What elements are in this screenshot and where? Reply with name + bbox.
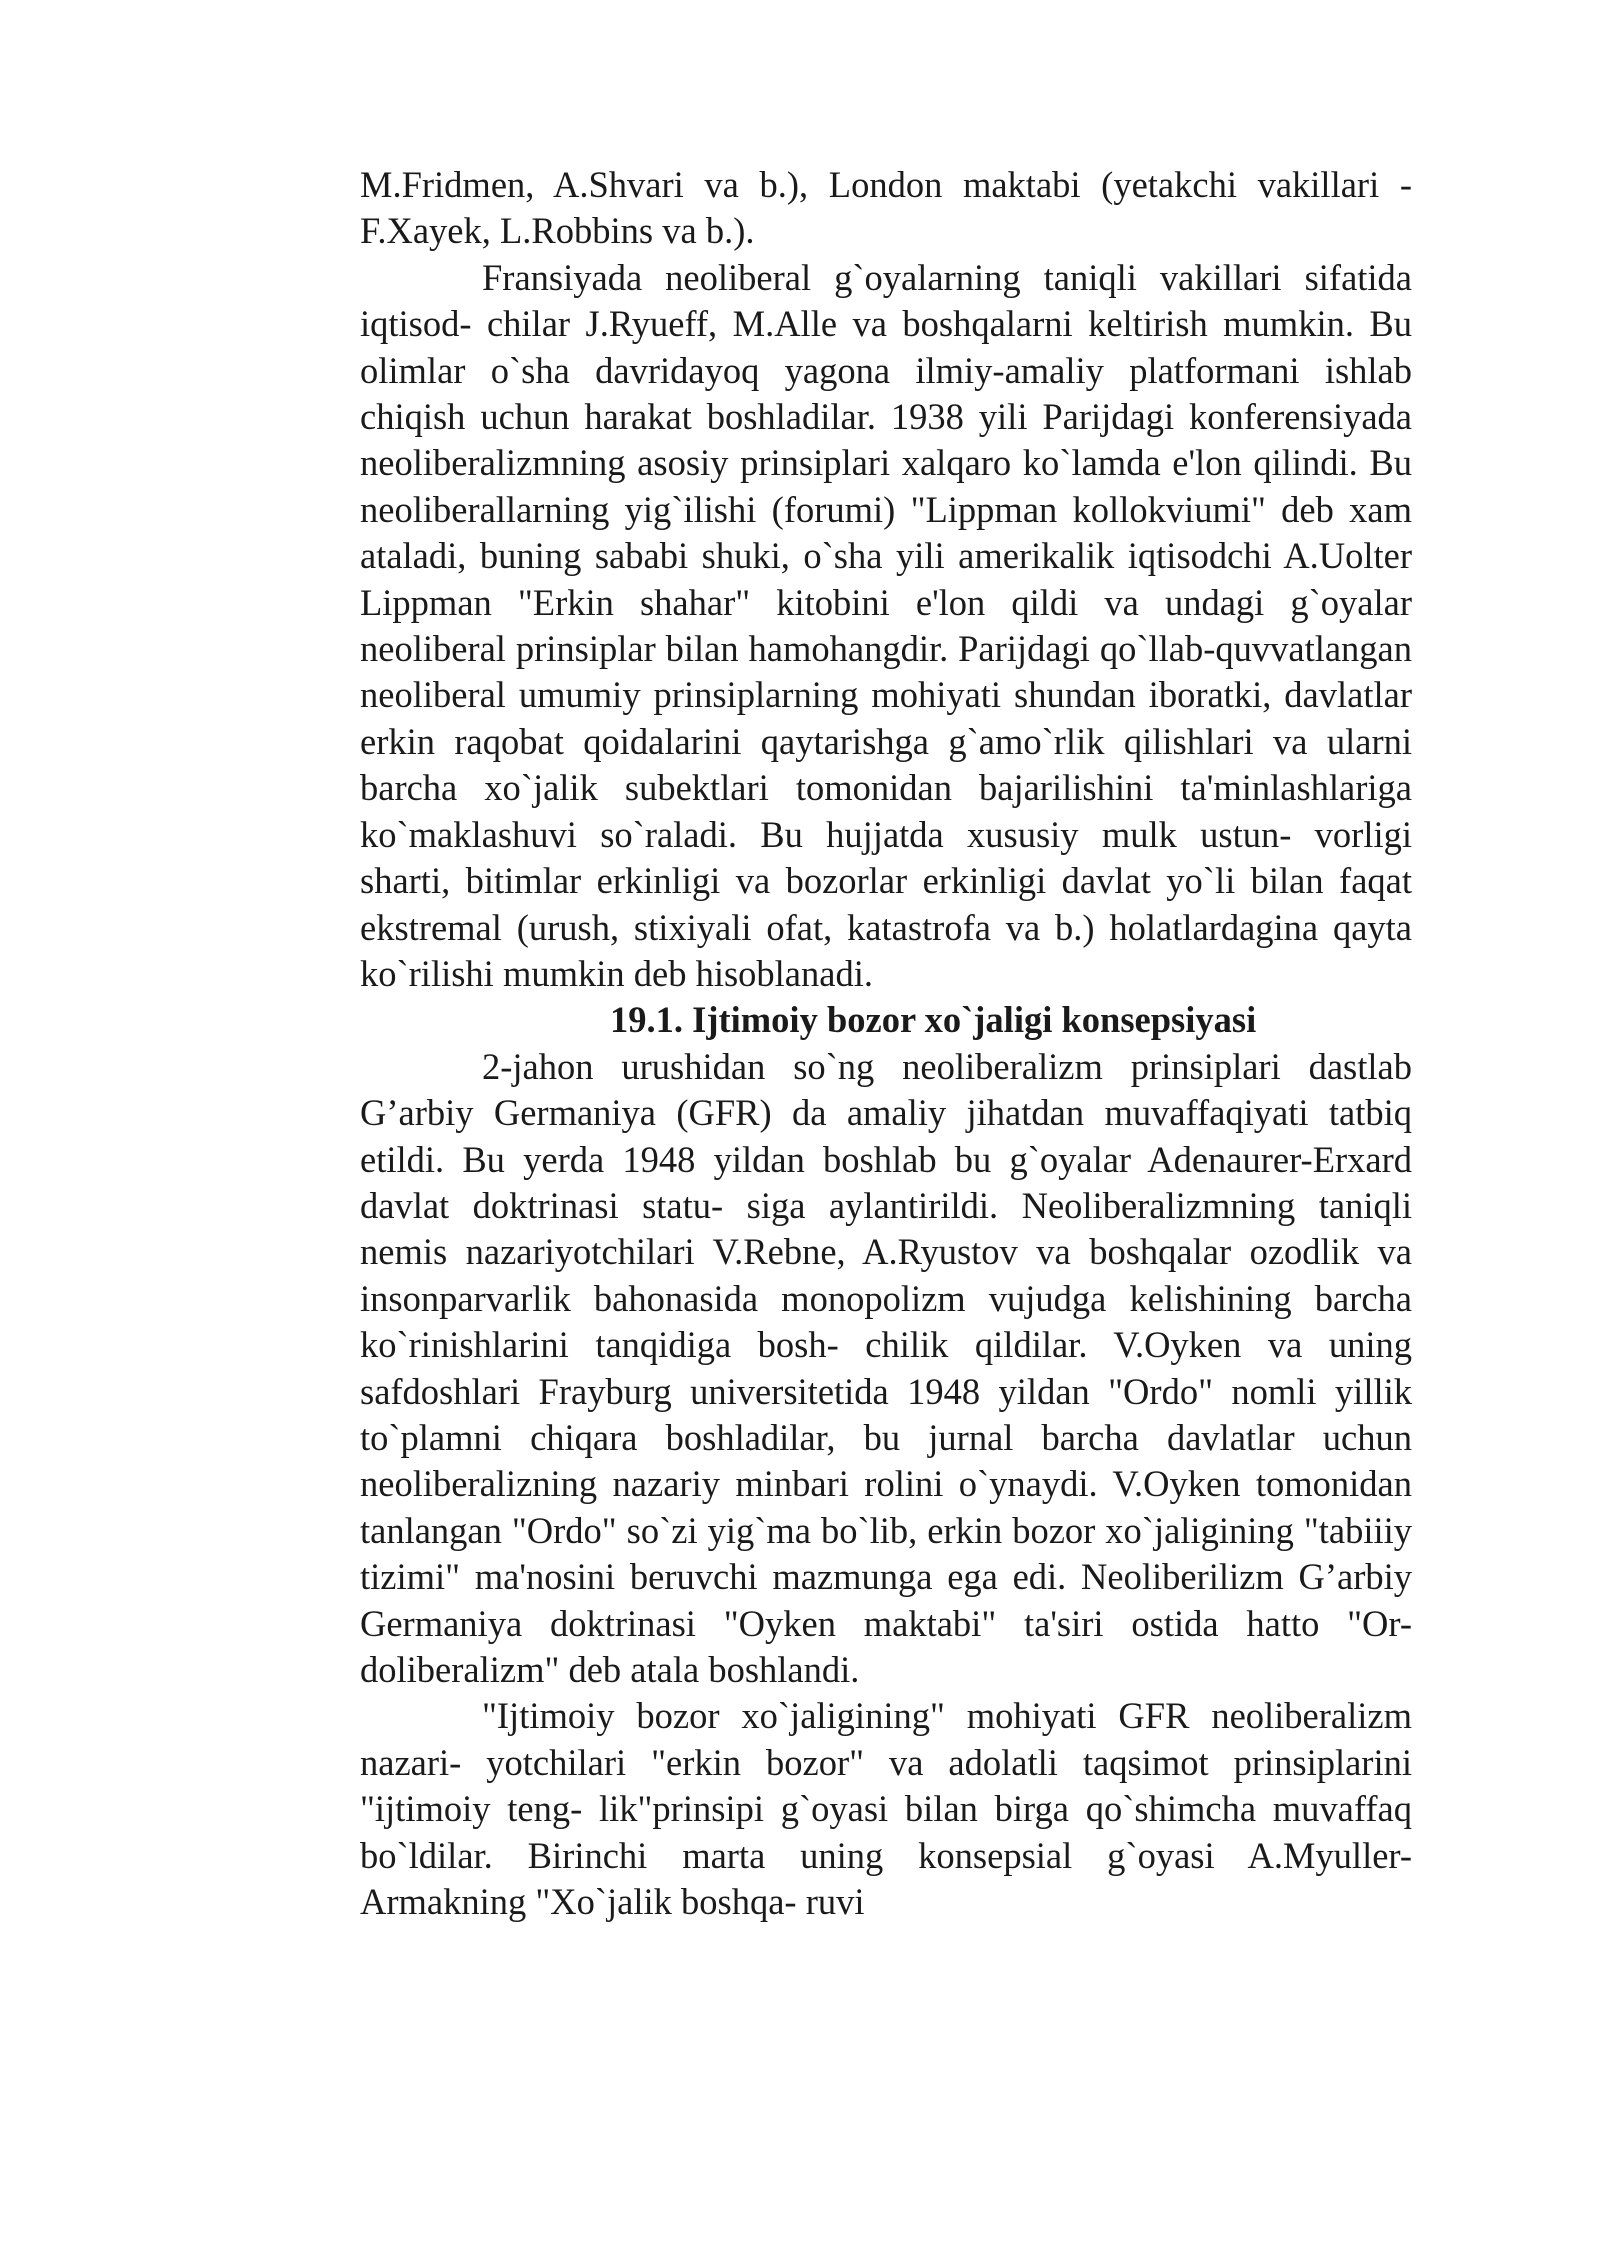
paragraph-continuation: M.Fridmen, A.Shvari va b.), London maktabi (yetakchi vakillari - F.Xayek, L.Robbins va b.). xyxy=(360,164,1412,252)
paragraph-west-germany: 2-jahon urushidan so`ng neoliberalizm prinsiplari dastlab G’arbiy Germaniya (GFR) da amaliy jihatdan muvaffaqiyati tatbiq etildi. Bu yerda 1948 yildan boshlab bu g`oyalar Adenaurer-Erxard davlat doktrinasi statu- siga aylantirildi. Neoliberalizmning taniqli nemis nazariyotchilari V.Rebne, A.Ryustov va boshqalar ozodlik va insonparvarlik bahonasida monopolizm vujudga kelishining barcha ko`rinishlarini tanqidiga bosh- chilik qildilar. V.Oyken va uning safdoshlari Frayburg universitetida 1948 yildan "Ordo" nomli yillik to`plamni chiqara boshladilar, bu jurnal barcha davlatlar uchun neoliberalizning nazariy minbari rolini o`ynaydi. V.Oyken tomonidan tanlangan "Ordo" so`zi yig`ma bo`lib, erkin bozor xo`jaligining "tabiiiy tizimi" ma'nosini beruvchi mazmunga ega edi. Neoliberilizm G’arbiy Germaniya doktrinasi "Oyken maktabi" ta'siri ostida hatto "Or- doliberalizm" deb atala boshlandi. xyxy=(360,1045,1412,1690)
paragraph-france-neoliberals: Fransiyada neoliberal g`oyalarning taniqli vakillari sifatida iqtisod- chilar J.Ryueff, M.Alle va boshqalarni keltirish mumkin. Bu olimlar o`sha davridayoq yagona ilmiy-amaliy platformani ishlab chiqish uchun harakat boshladilar. 1938 yili Parijdagi konferensiyada neoliberalizmning asosiy prinsiplari xalqaro ko`lamda e'lon qilindi. Bu neoliberallarning yig`ilishi (forumi) "Lippman kollokviumi" deb xam ataladi, buning sababi shuki, o`sha yili amerikalik iqtisodchi A.Uolter Lippman "Erkin shahar" kitobini e'lon qildi va undagi g`oyalar neoliberal prinsiplar bilan hamohangdir. Parijdagi qo`llab-quvvatlangan neoliberal umumiy prinsiplarning mohiyati shundan iboratki, davlatlar erkin raqobat qoidalarini qaytarishga g`amo`rlik qilishlari va ularni barcha xo`jalik subektlari tomonidan bajarilishini ta'minlashlariga ko`maklashuvi so`raladi. Bu hujjatda xususiy mulk ustun- vorligi sharti, bitimlar erkinligi va bozorlar erkinligi davlat yo`li bilan faqat ekstremal (urush, stixiyali ofat, katastrofa va b.) holatlardagina qayta ko`rilishi mumkin deb hisoblanadi. xyxy=(360,256,1412,994)
document-page xyxy=(360,162,1412,1925)
section-heading: 19.1. Ijtimoiy bozor xo`jaligi konsepsiyasi xyxy=(610,999,1257,1041)
paragraph-social-market-economy: "Ijtimoiy bozor xo`jaligining" mohiyati GFR neoliberalizm nazari- yotchilari "erkin bozor" va adolatli taqsimot prinsiplarini "ijtimoiy teng- lik"prinsipi g`oyasi bilan birga qo`shimcha muvaffaq bo`ldilar. Birinchi marta uning konsepsial g`oyasi A.Myuller-Armakning "Xo`jalik boshqa- ruvi xyxy=(360,1695,1412,1923)
